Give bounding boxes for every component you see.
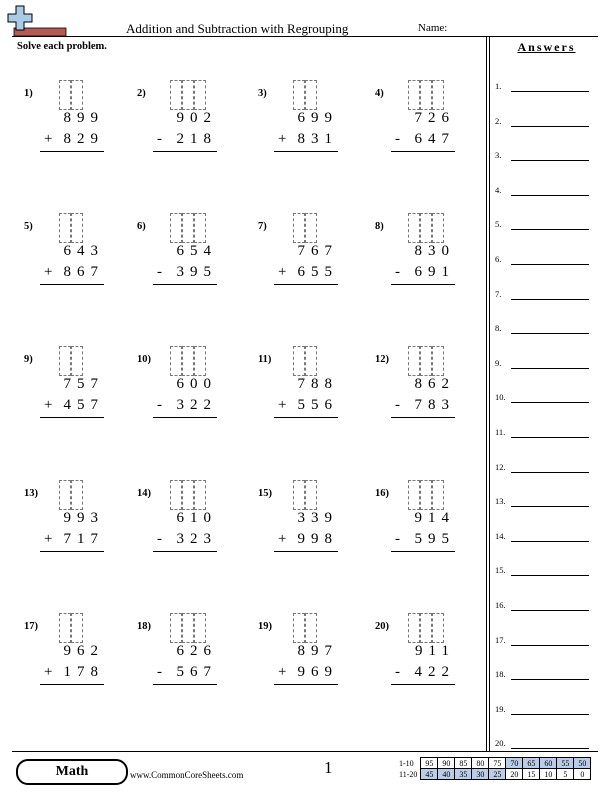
answer-rule <box>391 417 455 418</box>
operator: + <box>44 531 53 547</box>
problem <box>24 488 124 558</box>
carry-box[interactable] <box>305 480 317 510</box>
answer-rule <box>40 551 104 552</box>
problem <box>24 621 124 691</box>
carry-box[interactable] <box>293 480 305 510</box>
bottom-operand: 422 <box>414 664 455 680</box>
top-operand: 699 <box>297 110 338 126</box>
answer-rule <box>40 284 104 285</box>
carry-box[interactable] <box>293 346 305 376</box>
operator: - <box>157 264 162 280</box>
answer-rule <box>274 151 338 152</box>
answer-number: 1. <box>495 81 502 91</box>
answer-line[interactable] <box>495 392 595 406</box>
carry-box[interactable] <box>182 80 194 110</box>
bottom-operand: 691 <box>414 264 455 280</box>
carry-box[interactable] <box>170 480 182 510</box>
bottom-operand: 655 <box>297 264 338 280</box>
score-cell: 35 <box>455 769 472 780</box>
answer-rule <box>391 284 455 285</box>
carry-box[interactable] <box>305 613 317 643</box>
answer-blank[interactable] <box>511 472 589 473</box>
carry-box[interactable] <box>420 80 432 110</box>
subject-badge: Math <box>16 759 128 785</box>
answer-line[interactable] <box>495 496 595 510</box>
bottom-operand: 647 <box>414 131 455 147</box>
problem <box>24 354 124 424</box>
carry-box[interactable] <box>71 80 83 110</box>
carry-boxes <box>59 480 83 510</box>
operator: - <box>157 664 162 680</box>
score-cell: 90 <box>438 758 455 769</box>
answer-blank[interactable] <box>511 610 589 611</box>
answer-blank[interactable] <box>511 575 589 576</box>
answer-blank[interactable] <box>511 714 589 715</box>
score-cell: 65 <box>523 758 540 769</box>
answer-number: 8. <box>495 323 502 334</box>
top-operand: 862 <box>414 376 455 392</box>
score-cell: 40 <box>438 769 455 780</box>
score-cell: 30 <box>472 769 489 780</box>
bottom-operand: 178 <box>63 664 104 680</box>
score-cell: 45 <box>421 769 438 780</box>
bottom-operand: 829 <box>63 131 104 147</box>
score-cell: 85 <box>455 758 472 769</box>
operator: - <box>395 664 400 680</box>
carry-box[interactable] <box>408 80 420 110</box>
top-operand: 914 <box>414 510 455 526</box>
problem <box>258 88 358 158</box>
answer-line[interactable] <box>495 358 595 372</box>
score-table <box>397 757 591 780</box>
operator: + <box>278 531 287 547</box>
carry-box[interactable] <box>293 213 305 243</box>
operator: - <box>157 531 162 547</box>
answer-line[interactable] <box>495 531 595 545</box>
problem-number: 14) <box>137 488 151 499</box>
carry-box[interactable] <box>432 213 444 243</box>
score-range-label: 11-20 <box>399 769 418 779</box>
answer-number: 7. <box>495 288 502 299</box>
answer-rule <box>391 551 455 552</box>
operator: - <box>157 397 162 413</box>
carry-box[interactable] <box>194 80 206 110</box>
carry-boxes <box>59 80 83 110</box>
carry-box[interactable] <box>194 346 206 376</box>
operator: + <box>44 664 53 680</box>
top-operand: 626 <box>176 643 217 659</box>
answer-line[interactable] <box>495 462 595 476</box>
carry-box[interactable] <box>420 213 432 243</box>
top-operand: 897 <box>297 643 338 659</box>
score-cell: 55 <box>557 758 574 769</box>
problem-number: 2) <box>137 88 146 99</box>
carry-boxes <box>170 613 206 643</box>
top-operand: 600 <box>176 376 217 392</box>
operator: + <box>278 264 287 280</box>
answer-number: 15. <box>495 565 506 576</box>
answer-rule <box>153 284 217 285</box>
answer-line[interactable] <box>495 116 595 130</box>
problem-number: 6) <box>137 221 146 232</box>
carry-box[interactable] <box>182 480 194 510</box>
problem-number: 20) <box>375 621 389 632</box>
bottom-operand: 322 <box>176 397 217 413</box>
carry-box[interactable] <box>59 213 71 243</box>
score-cell: 5 <box>557 769 574 780</box>
score-cell: 60 <box>540 758 557 769</box>
answers-heading: Answers <box>517 40 576 54</box>
answer-line[interactable] <box>495 254 595 268</box>
carry-boxes <box>170 80 206 110</box>
carry-box[interactable] <box>59 613 71 643</box>
score-cell: 0 <box>574 769 591 780</box>
answer-blank[interactable] <box>511 368 589 369</box>
carry-box[interactable] <box>182 613 194 643</box>
carry-boxes <box>170 346 206 376</box>
operator: + <box>278 664 287 680</box>
score-cell: 75 <box>489 758 506 769</box>
answer-divider-inner <box>489 36 490 751</box>
problem-number: 10) <box>137 354 151 365</box>
carry-boxes <box>408 613 444 643</box>
answer-number: 9. <box>495 357 502 368</box>
carry-box[interactable] <box>293 80 305 110</box>
answer-number: 6. <box>495 254 502 264</box>
problem <box>137 354 237 424</box>
problem <box>258 621 358 691</box>
carry-boxes <box>293 480 317 510</box>
carry-boxes <box>293 80 317 110</box>
worksheet-title: Addition and Subtraction with Regrouping <box>126 21 349 36</box>
operator: + <box>44 131 53 147</box>
bottom-operand: 998 <box>297 531 338 547</box>
score-cell: 25 <box>489 769 506 780</box>
operator: + <box>44 397 53 413</box>
top-operand: 654 <box>176 243 217 259</box>
operator: - <box>395 531 400 547</box>
carry-box[interactable] <box>432 480 444 510</box>
answer-rule <box>391 684 455 685</box>
plus-logo-icon <box>4 4 70 36</box>
carry-box[interactable] <box>305 80 317 110</box>
carry-box[interactable] <box>194 480 206 510</box>
answer-number: 10. <box>495 392 506 403</box>
answer-number: 4. <box>495 184 502 195</box>
answer-line[interactable] <box>495 219 595 233</box>
answer-number: 20. <box>495 738 506 749</box>
answer-line[interactable] <box>495 185 595 199</box>
carry-boxes <box>408 80 444 110</box>
carry-box[interactable] <box>432 346 444 376</box>
problem <box>375 488 475 558</box>
carry-boxes <box>408 346 444 376</box>
score-cell: 20 <box>506 769 523 780</box>
carry-box[interactable] <box>408 613 420 643</box>
carry-box[interactable] <box>194 213 206 243</box>
answer-line[interactable] <box>495 669 595 683</box>
answer-number: 5. <box>495 219 502 230</box>
top-operand: 788 <box>297 376 338 392</box>
answer-blank[interactable] <box>511 195 589 196</box>
answer-blank[interactable] <box>511 506 589 507</box>
carry-box[interactable] <box>71 480 83 510</box>
answer-blank[interactable] <box>511 541 589 542</box>
problem-number: 17) <box>24 621 38 632</box>
carry-box[interactable] <box>170 213 182 243</box>
operator: + <box>278 131 287 147</box>
carry-boxes <box>59 213 83 243</box>
top-operand: 339 <box>297 510 338 526</box>
answer-number: 13. <box>495 496 506 507</box>
operator: + <box>278 397 287 413</box>
bottom-operand: 457 <box>63 397 104 413</box>
bottom-operand: 595 <box>414 531 455 547</box>
page-number: 1 <box>324 758 333 777</box>
problem-number: 4) <box>375 88 384 99</box>
problem-number: 7) <box>258 221 267 232</box>
answer-number: 12. <box>495 461 506 472</box>
carry-box[interactable] <box>182 346 194 376</box>
answer-line[interactable] <box>495 289 595 303</box>
carry-boxes <box>59 613 83 643</box>
score-range-label: 1-10 <box>399 758 414 768</box>
problem <box>258 354 358 424</box>
score-cell: 50 <box>574 758 591 769</box>
problem-number: 11) <box>258 354 272 365</box>
answer-blank[interactable] <box>511 126 589 127</box>
score-cell: 80 <box>472 758 489 769</box>
carry-box[interactable] <box>59 346 71 376</box>
answer-blank[interactable] <box>511 645 589 646</box>
answer-blank[interactable] <box>511 402 589 403</box>
answer-number: 17. <box>495 634 506 645</box>
answer-divider <box>486 36 487 751</box>
problem-number: 15) <box>258 488 272 499</box>
answer-line[interactable] <box>495 635 595 649</box>
answer-rule <box>153 151 217 152</box>
carry-boxes <box>170 480 206 510</box>
problem <box>137 88 237 158</box>
answer-rule <box>274 284 338 285</box>
answer-line[interactable] <box>495 738 595 752</box>
problem <box>137 488 237 558</box>
answer-blank[interactable] <box>511 299 589 300</box>
answer-blank[interactable] <box>511 679 589 680</box>
carry-box[interactable] <box>170 80 182 110</box>
problem <box>258 221 358 291</box>
answer-line[interactable] <box>495 427 595 441</box>
answer-number: 16. <box>495 600 506 610</box>
carry-box[interactable] <box>59 480 71 510</box>
bottom-operand: 218 <box>176 131 217 147</box>
score-cell: 15 <box>523 769 540 780</box>
answer-number: 14. <box>495 530 506 541</box>
problem-number: 3) <box>258 88 267 99</box>
operator: - <box>395 264 400 280</box>
answer-rule <box>153 417 217 418</box>
problem-number: 19) <box>258 621 272 632</box>
carry-boxes <box>170 213 206 243</box>
name-label: Name: <box>418 22 448 34</box>
answer-rule <box>153 684 217 685</box>
answer-number: 18. <box>495 669 506 680</box>
carry-box[interactable] <box>170 346 182 376</box>
answer-number: 19. <box>495 703 506 714</box>
answer-rule <box>274 417 338 418</box>
carry-boxes <box>293 213 317 243</box>
problem <box>375 88 475 158</box>
bottom-operand: 831 <box>297 131 338 147</box>
bottom-operand: 323 <box>176 531 217 547</box>
carry-boxes <box>59 346 83 376</box>
site-url: www.CommonCoreSheets.com <box>130 770 244 780</box>
operator: + <box>44 264 53 280</box>
problem <box>375 354 475 424</box>
answer-rule <box>40 684 104 685</box>
top-operand: 767 <box>297 243 338 259</box>
answer-blank[interactable] <box>511 333 589 334</box>
bottom-operand: 783 <box>414 397 455 413</box>
carry-box[interactable] <box>170 613 182 643</box>
top-operand: 830 <box>414 243 455 259</box>
answer-blank[interactable] <box>511 437 589 438</box>
carry-boxes <box>408 213 444 243</box>
answer-number: 2. <box>495 115 502 126</box>
problem <box>375 221 475 291</box>
carry-box[interactable] <box>432 613 444 643</box>
carry-box[interactable] <box>305 346 317 376</box>
score-cell: 95 <box>421 758 438 769</box>
carry-box[interactable] <box>182 213 194 243</box>
score-row <box>397 769 591 780</box>
top-operand: 726 <box>414 110 455 126</box>
top-operand: 962 <box>63 643 104 659</box>
carry-box[interactable] <box>71 346 83 376</box>
top-operand: 902 <box>176 110 217 126</box>
carry-box[interactable] <box>408 480 420 510</box>
answer-rule <box>274 684 338 685</box>
top-operand: 610 <box>176 510 217 526</box>
problem-number: 16) <box>375 488 389 499</box>
score-row <box>397 758 591 769</box>
problem <box>137 621 237 691</box>
problem-number: 9) <box>24 354 33 365</box>
carry-box[interactable] <box>194 613 206 643</box>
problem <box>137 221 237 291</box>
answer-rule <box>40 417 104 418</box>
problem-number: 8) <box>375 221 384 232</box>
problem-number: 18) <box>137 621 151 632</box>
bottom-operand: 717 <box>63 531 104 547</box>
problem-number: 13) <box>24 488 38 499</box>
carry-box[interactable] <box>293 613 305 643</box>
carry-box[interactable] <box>71 613 83 643</box>
carry-box[interactable] <box>420 613 432 643</box>
problem-number: 12) <box>375 354 389 365</box>
problem <box>375 621 475 691</box>
carry-boxes <box>408 480 444 510</box>
carry-box[interactable] <box>408 346 420 376</box>
carry-box[interactable] <box>420 346 432 376</box>
bottom-operand: 867 <box>63 264 104 280</box>
carry-box[interactable] <box>420 480 432 510</box>
answer-blank[interactable] <box>511 229 589 230</box>
answer-number: 11. <box>495 427 506 437</box>
answer-rule <box>391 151 455 152</box>
score-cell: 70 <box>506 758 523 769</box>
answer-number: 3. <box>495 150 502 161</box>
answer-line[interactable] <box>495 150 595 164</box>
answer-rule <box>274 551 338 552</box>
carry-box[interactable] <box>432 80 444 110</box>
operator: - <box>395 397 400 413</box>
top-operand: 993 <box>63 510 104 526</box>
carry-box[interactable] <box>305 213 317 243</box>
problem-number: 5) <box>24 221 33 232</box>
problem <box>258 488 358 558</box>
answer-line[interactable] <box>495 600 595 614</box>
top-operand: 911 <box>415 643 455 659</box>
answer-blank[interactable] <box>511 748 589 749</box>
answer-line[interactable] <box>495 565 595 579</box>
answer-rule <box>40 151 104 152</box>
operator: - <box>395 131 400 147</box>
answer-blank[interactable] <box>511 160 589 161</box>
bottom-operand: 567 <box>176 664 217 680</box>
top-operand: 643 <box>63 243 104 259</box>
problem <box>24 88 124 158</box>
top-operand: 899 <box>63 110 104 126</box>
carry-box[interactable] <box>408 213 420 243</box>
top-operand: 757 <box>63 376 104 392</box>
carry-boxes <box>293 613 317 643</box>
answer-line[interactable] <box>495 704 595 718</box>
bottom-operand: 556 <box>297 397 338 413</box>
answer-blank[interactable] <box>511 264 589 265</box>
bottom-operand: 969 <box>297 664 338 680</box>
problem-number: 1) <box>24 88 33 99</box>
problem <box>24 221 124 291</box>
answer-rule <box>153 551 217 552</box>
score-cell: 10 <box>540 769 557 780</box>
bottom-operand: 395 <box>176 264 217 280</box>
carry-box[interactable] <box>59 80 71 110</box>
carry-box[interactable] <box>71 213 83 243</box>
instructions: Solve each problem. <box>17 41 107 52</box>
header-rule <box>12 36 598 37</box>
answer-blank[interactable] <box>511 91 589 92</box>
answer-line[interactable] <box>495 81 595 95</box>
answer-line[interactable] <box>495 323 595 337</box>
operator: - <box>157 131 162 147</box>
carry-boxes <box>293 346 317 376</box>
